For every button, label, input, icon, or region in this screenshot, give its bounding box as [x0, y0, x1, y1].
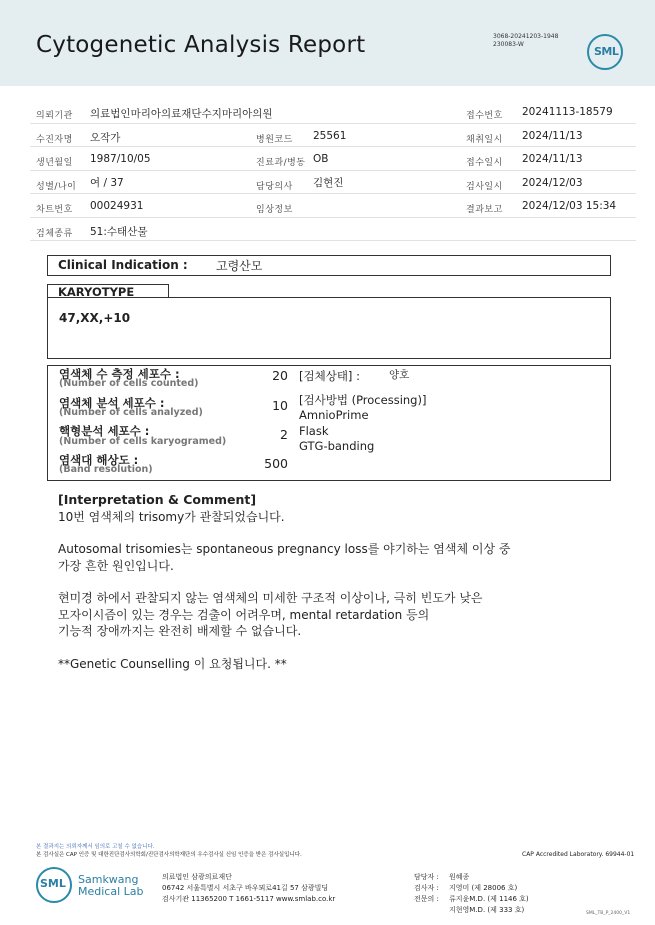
specimen-value: 51:수태산물 — [90, 225, 148, 238]
processing-item-2: Flask — [299, 424, 329, 438]
report-title: Cytogenetic Analysis Report — [36, 32, 366, 58]
hospital-code-value: 25561 — [313, 129, 347, 142]
staff-1-key: 담당자 : — [414, 873, 439, 881]
dob-label: 생년월일 — [36, 158, 73, 168]
comment-line-2: Autosomal trisomies는 spontaneous pregnancy loss를 야기하는 염색체 이상 중 — [58, 542, 511, 556]
sex-age-value: 여 / 37 — [90, 176, 124, 189]
info-row-sex-age — [30, 171, 636, 195]
brand-line-2: Medical Lab — [78, 885, 144, 898]
institution-label: 의뢰기관 — [36, 111, 73, 121]
interpretation-comment — [58, 492, 578, 672]
staff-row-2 — [414, 883, 529, 894]
comment-line-7: **Genetic Counselling 이 요청됩니다. ** — [58, 656, 287, 671]
band-resolution-label: 염색대 해상도 : — [59, 453, 139, 467]
cells-counted-sub: (Number of cells counted) — [59, 378, 199, 389]
specimen-state-label: [검체상태] : — [299, 369, 360, 383]
cells-counted-value: 20 — [272, 368, 288, 383]
document-id-1: 3068-20241203-1948 — [493, 33, 559, 40]
clinical-indication-box — [47, 255, 611, 276]
hospital-code-label: 병원코드 — [256, 134, 293, 145]
cells-analyzed-value: 10 — [272, 398, 288, 413]
staff-2-value: 지영미 (제 28006 호) — [449, 884, 518, 892]
footer-notes — [36, 843, 302, 859]
receipt-no-value: 20241113-18579 — [522, 106, 613, 118]
examinee-value: 오작가 — [90, 131, 121, 144]
document-id-2: 230083-W — [493, 41, 524, 48]
footer-logo-text: SML — [40, 877, 66, 890]
processing-item-3: GTG-banding — [299, 439, 375, 453]
staff-row-4 — [414, 905, 529, 916]
comment-heading: [Interpretation & Comment] — [58, 492, 257, 507]
received-date-label: 접수일시 — [466, 158, 503, 168]
chart-no-label: 차트번호 — [36, 205, 73, 215]
institution-value: 의료법인마리아의료재단수지마리아의원 — [90, 108, 273, 120]
examinee-label: 수진자명 — [36, 134, 73, 145]
footer-note-2: 본 검사실은 CAP 인증 및 대한진단검사의학회/진단검사의학재단의 우수검사실 신임 인증을 받은 검사실입니다. — [36, 852, 302, 858]
cells-karyogramed-label: 핵형분석 세포수 : — [59, 424, 150, 438]
comment-line-6: 기능적 장애까지는 완전히 배제할 수 없습니다. — [58, 624, 302, 638]
cell-metrics-box — [47, 365, 611, 481]
brand-line-1: Samkwang — [78, 873, 139, 886]
report-date-label: 결과보고 — [466, 205, 503, 215]
received-date-value: 2024/11/13 — [522, 153, 583, 165]
report-date-value: 2024/12/03 15:34 — [522, 200, 617, 212]
specimen-label: 검체종류 — [36, 228, 73, 239]
cells-karyogramed-sub: (Number of cells karyogramed) — [59, 436, 227, 447]
comment-line-5: 모자이시즘이 있는 경우는 검출이 어려우며, mental retardation 등의 — [58, 607, 430, 622]
info-row-specimen — [30, 218, 636, 242]
staff-row-1 — [414, 872, 529, 883]
footer-address — [162, 872, 335, 905]
staff-1-value: 원혜종 — [449, 873, 470, 881]
staff-4-value: 지현영M.D. (제 333 호) — [449, 906, 525, 914]
staff-3-key: 전문의 : — [414, 895, 439, 903]
footer-staff — [414, 872, 529, 916]
clinical-indication-label: Clinical Indication : — [58, 258, 188, 272]
logo-text: SML — [594, 45, 619, 58]
exam-date-label: 검사일시 — [466, 181, 503, 192]
clinical-info-label: 임상정보 — [256, 205, 293, 215]
collect-date-value: 2024/11/13 — [522, 129, 583, 142]
karyotype-tab — [47, 284, 169, 298]
address-line-3: 검사기관 11365200 T 1661-5117 www.smlab.co.kr — [162, 895, 336, 903]
form-code: SML_TB_P_2400_V1 — [586, 911, 631, 916]
footer-brand — [78, 874, 144, 898]
band-resolution-sub: (Band resolution) — [59, 464, 153, 475]
cells-analyzed-label: 염색체 분석 세포수 : — [59, 396, 165, 410]
comment-line-3: 가장 흔한 원인입니다. — [58, 558, 174, 573]
info-row-examinee — [30, 124, 636, 148]
cells-counted-label: 염색체 수 측정 세포수 : — [59, 367, 180, 381]
comment-line-4: 현미경 하에서 관찰되지 않는 염색체의 미세한 구조적 이상이나, 극히 빈도가 낮은 — [58, 591, 483, 605]
clinical-indication-value: 고령산모 — [216, 259, 263, 273]
comment-line-1: 10번 염색체의 trisomy가 관찰되었습니다. — [58, 509, 285, 524]
cells-karyogramed-value: 2 — [280, 427, 288, 442]
karyotype-box — [47, 297, 611, 359]
receipt-no-label: 접수번호 — [466, 111, 503, 121]
staff-row-3 — [414, 894, 529, 905]
dept-label: 진료과/병동 — [256, 158, 306, 168]
info-row-chart-no — [30, 194, 636, 218]
address-line-2: 06742 서울특별시 서초구 바우뫼로41길 57 삼광빌딩 — [162, 884, 329, 892]
processing-label: [검사방법 (Processing)] — [299, 393, 427, 407]
patient-info-table — [30, 100, 636, 241]
address-line-1: 의료법인 삼광의료재단 — [162, 873, 232, 881]
dob-value: 1987/10/05 — [90, 153, 151, 165]
doctor-label: 담당의사 — [256, 181, 293, 192]
cells-analyzed-sub: (Number of cells analyzed) — [59, 407, 203, 418]
doctor-value: 김현진 — [313, 176, 344, 189]
cap-accreditation: CAP Accredited Laboratory. 69944-01 — [522, 851, 635, 858]
staff-2-key: 검사자 : — [414, 884, 439, 892]
collect-date-label: 채취일시 — [466, 134, 503, 145]
specimen-state-value: 양호 — [389, 369, 410, 381]
dept-value: OB — [313, 153, 329, 165]
karyotype-label: KARYOTYPE — [58, 285, 135, 299]
staff-3-value: 류지윤M.D. (제 1146 호) — [449, 895, 529, 903]
processing-item-1: AmnioPrime — [299, 408, 369, 422]
chart-no-value: 00024931 — [90, 200, 144, 212]
info-row-dob — [30, 147, 636, 171]
info-row-institution — [30, 100, 636, 124]
footer-sml-logo-icon — [36, 867, 72, 903]
sex-age-label: 성별/나이 — [36, 181, 77, 192]
footer-note-1: 본 결과지는 의뢰자께서 임의로 고칠 수 없습니다. — [36, 844, 155, 850]
band-resolution-value: 500 — [264, 456, 288, 471]
exam-date-value: 2024/12/03 — [522, 176, 583, 189]
document-ids — [493, 33, 558, 49]
karyotype-value: 47,XX,+10 — [59, 311, 131, 325]
sml-logo-icon — [587, 34, 623, 70]
header-band — [0, 0, 655, 86]
